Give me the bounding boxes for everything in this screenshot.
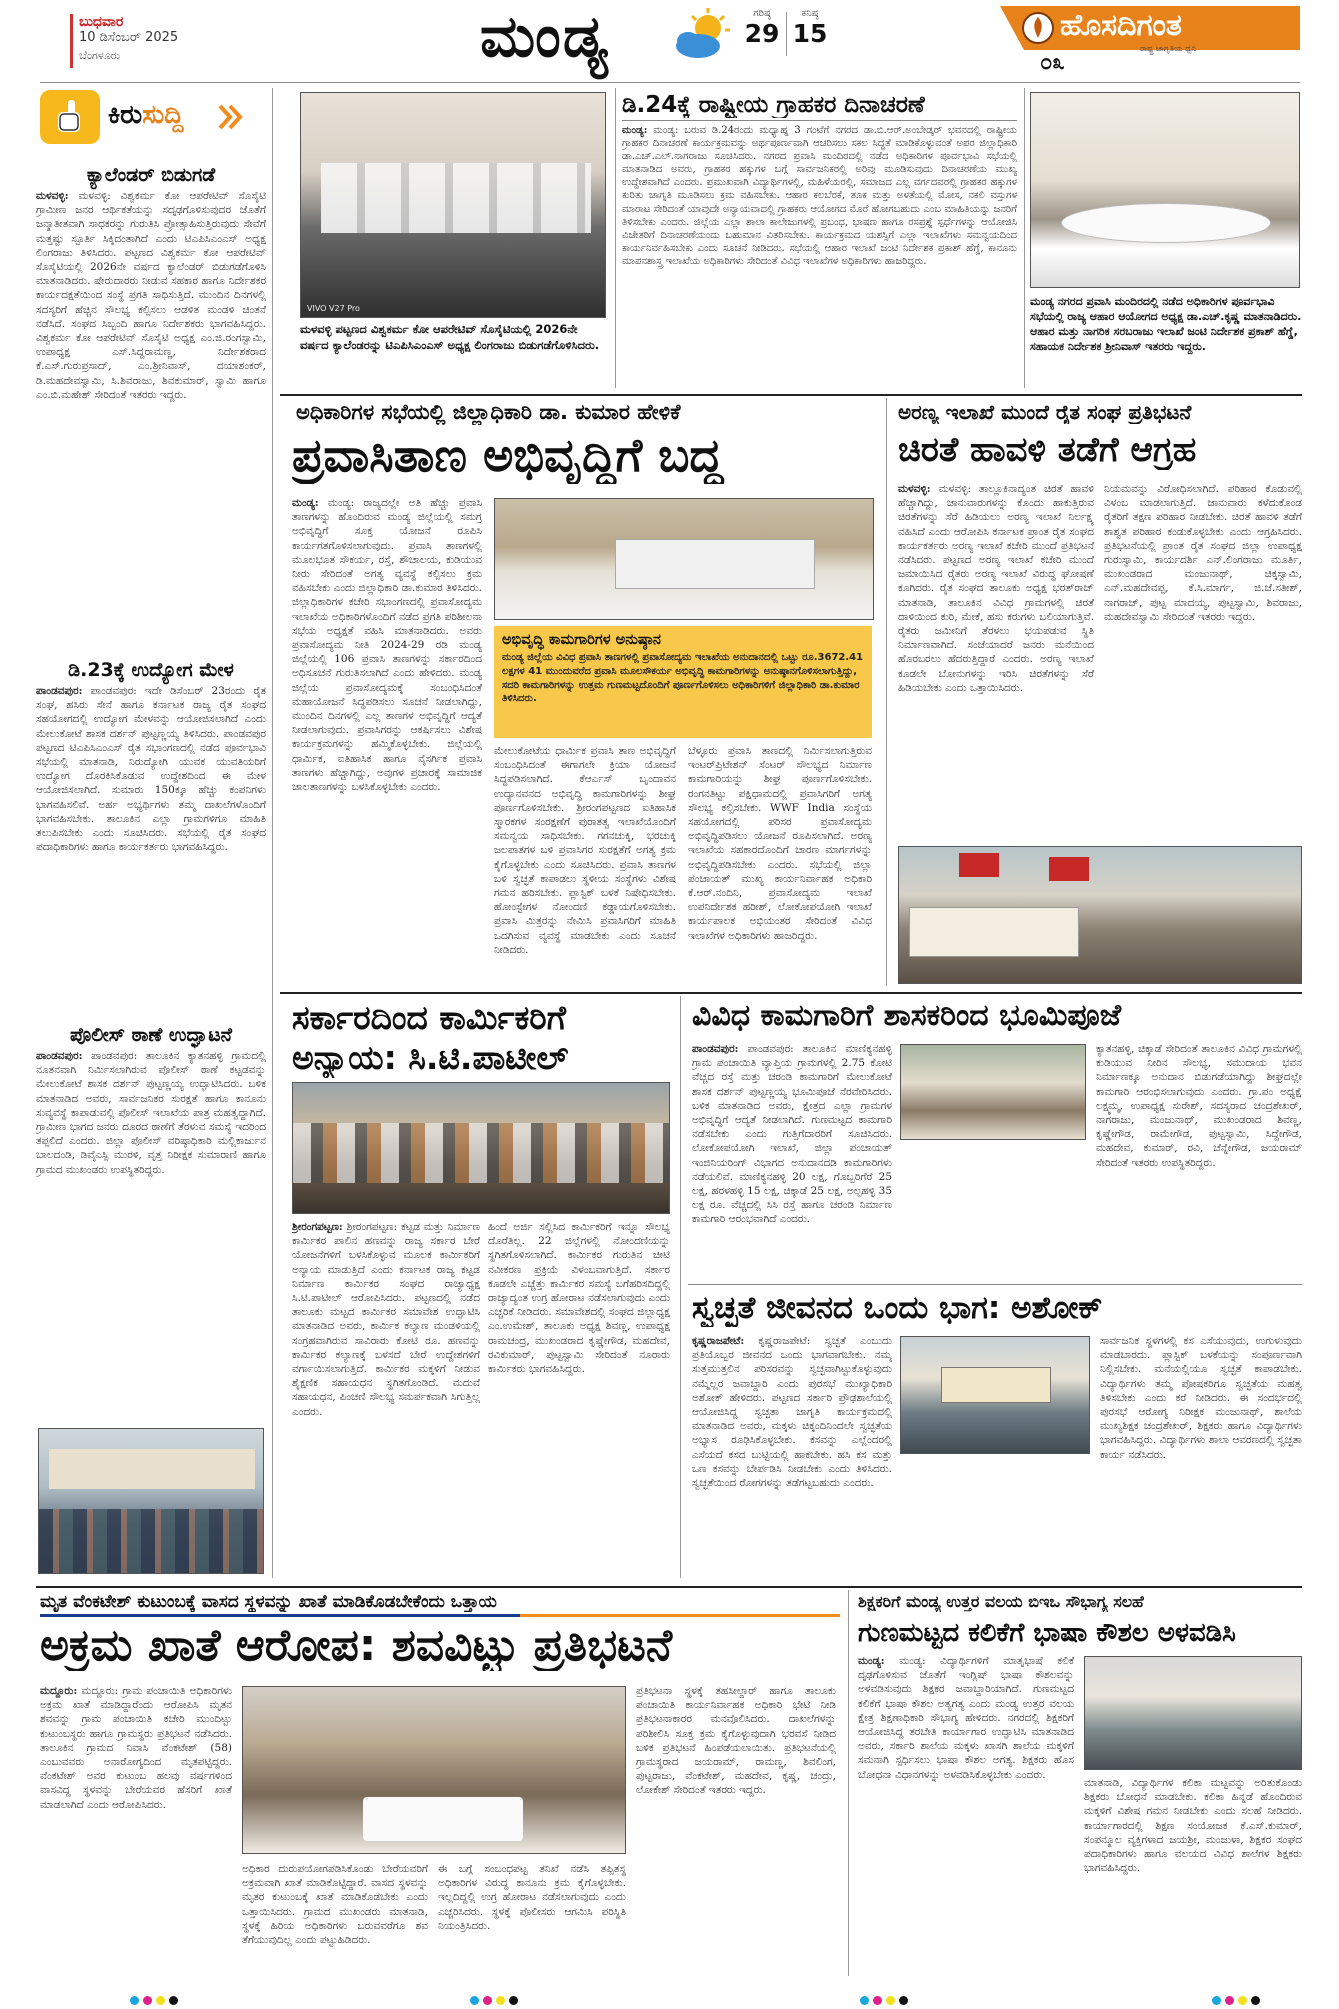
funeral-body-right: ಪ್ರತಿಭಟನಾ ಸ್ಥಳಕ್ಕೆ ತಹಸೀಲ್ದಾರ್ ಹಾಗೂ ತಾಲೂಕು ಪಂಚಾಯಿತಿ ಕಾರ್ಯನಿರ್ವಾಹಕ ಅಧಿಕಾರಿ ಭೇಟಿ ನೀಡಿ ಪ್ರತಿಭಟನಾಕಾರರ ಮನವೊಲಿಸಿದರು. ದಾಖಲೆಗಳನ್ನು ಪರಿಶೀಲಿಸಿ ಸೂಕ್ತ ಕ್ರಮ ಕೈಗೊಳ್ಳುವುದಾಗಿ ಭರವಸೆ ನೀಡಿದ ಬಳಿಕ ಪ್ರತಿಭಟನೆ ಹಿಂಪಡೆಯಲಾಯಿತು. ಪ್ರತಿಭಟನೆಯಲ್ಲಿ ಗ್ರಾಮಸ್ಥರಾದ ಜಯರಾಮ್, ರಾಮಣ್ಣ, ಶಿವಲಿಂಗ, ಪುಟ್ಟರಾಜು, ವೆಂಕಟೇಶ್, ಮಹದೇವ, ಕೃಷ್ಣ, ಚಂದ್ರು, ಲೋಕೇಶ್ ಸೇರಿದಂತೆ ಇತರರು ಇದ್ದರು.	[636, 1685, 836, 1797]
tourism-highlight-box	[494, 626, 872, 738]
officials-photo-caption: ಮಂಡ್ಯ ನಗರದ ಪ್ರವಾಸಿ ಮಂದಿರದಲ್ಲಿ ನಡೆದ ಅಧಿಕಾರಿಗಳ ಪೂರ್ವಭಾವಿ ಸಭೆಯಲ್ಲಿ ರಾಜ್ಯ ಆಹಾರ ಆಯೋಗದ ಅಧ್ಯಕ್ಷ ಡಾ.ಎಚ್.ಕೃಷ್ಣ ಮಾತನಾಡಿದರು. ಆಹಾರ ಮತ್ತು ನಾಗರಿಕ ಸರಬರಾಜು ಇಲಾಖೆ ಜಂಟಿ ನಿರ್ದೇಶಕ ಪ್ರಕಾಶ್ ಹೆಗ್ಡೆ, ಸಹಾಯಕ ನಿರ್ದೇಶಕ ಶ್ರೀನಿವಾಸ್ ಇತರರು ಇದ್ದರು.	[1030, 295, 1302, 353]
page-number: ೦೩	[1040, 50, 1065, 75]
brief-title: ಪೊಲೀಸ್ ಠಾಣೆ ಉದ್ಘಾಟನೆ	[70, 1024, 232, 1046]
bhoomi-headline: ವಿವಿಧ ಕಾಮಗಾರಿಗೆ ಶಾಸಕರಿಂದ ಭೂಮಿಪೂಜೆ	[692, 998, 1122, 1033]
brand-logo-icon	[1022, 12, 1054, 44]
labour-body-right-col: ಹಿಂದೆ ಅರ್ಜಿ ಸಲ್ಲಿಸಿದ ಕಾರ್ಮಿಕರಿಗೆ ಇನ್ನೂ ಸೌಲಭ್ಯ ದೊರೆತಿಲ್ಲ. 22 ಜಿಲ್ಲೆಗಳಲ್ಲಿ ನೋಂದಣಿಯನ್ನು ಸ್ಥಗಿತಗೊಳಿಸಲಾಗಿದೆ. ಕಾರ್ಮಿಕರ ಗುರುತಿನ ಚೀಟಿ ನವೀಕರಣ ಪ್ರಕ್ರಿಯೆ ವಿಳಂಬವಾಗುತ್ತಿದೆ. ಸರ್ಕಾರ ಕೂಡಲೇ ಎಚ್ಚೆತ್ತು ಕಾರ್ಮಿಕರ ಸಮಸ್ಯೆ ಬಗೆಹರಿಸದಿದ್ದಲ್ಲಿ ರಾಜ್ಯಾದ್ಯಂತ ಉಗ್ರ ಹೋರಾಟ ನಡೆಸಲಾಗುವುದು ಎಂದು ಎಚ್ಚರಿಕೆ ನೀಡಿದರು. ಸಮಾವೇಶದಲ್ಲಿ ಸಂಘದ ಜಿಲ್ಲಾಧ್ಯಕ್ಷ ಎಂ.ಉಮೇಶ್, ತಾಲೂಕು ಅಧ್ಯಕ್ಷ ಶಿವಣ್ಣ, ಉಪಾಧ್ಯಕ್ಷ ರಾಮಚಂದ್ರ, ಮುಖಂಡರಾದ ಕೃಷ್ಣೇಗೌಡ, ಮಹದೇವ, ರವಿಕುಮಾರ್, ಪುಟ್ಟಸ್ವಾಮಿ ಸೇರಿದಂತೆ ನೂರಾರು ಕಾರ್ಮಿಕರು ಭಾಗವಹಿಸಿದ್ದರು.	[488, 1221, 670, 1376]
farmer-headline: ಚಿರತೆ ಹಾವಳಿ ತಡೆಗೆ ಆಗ್ರಹ	[898, 430, 1197, 470]
consumer-day-body: ಮಂಡ್ಯ: ಮಂಡ್ಯ: ಬರುವ ಡಿ.24ರಂದು ಮಧ್ಯಾಹ್ನ 3 ಗಂಟೆಗೆ ನಗರದ ಡಾ.ಬಿ.ಆರ್.ಅಂಬೇಡ್ಕರ್ ಭವನದಲ್ಲಿ ರಾಷ್ಟ್ರೀಯ ಗ್ರಾಹಕರ ದಿನಾಚರಣೆ ಕಾರ್ಯಕ್ರಮವನ್ನು ಅರ್ಥಪೂರ್ಣವಾಗಿ ಆಚರಿಸಲು ಸಕಲ ಸಿದ್ಧತೆ ಮಾಡಿಕೊಳ್ಳುವಂತೆ ಅಪರ ಜಿಲ್ಲಾಧಿಕಾರಿ ಡಾ.ಎಚ್.ಎಲ್.ನಾಗರಾಜು ಸೂಚಿಸಿದರು. ನಗರದ ಪ್ರವಾಸಿ ಮಂದಿರದಲ್ಲಿ ನಡೆದ ಅಧಿಕಾರಿಗಳ ಪೂರ್ವಭಾವಿ ಸಭೆಯಲ್ಲಿ ಮಾತನಾಡಿದ ಅವರು, ಗ್ರಾಹಕರ ಹಕ್ಕುಗಳ ಬಗ್ಗೆ ಸಾರ್ವಜನಿಕರಲ್ಲಿ ಅರಿವು ಮೂಡಿಸುವುದು ದಿನಾಚರಣೆಯ ಮುಖ್ಯ ಉದ್ದೇಶವಾಗಿದೆ ಎಂದರು. ಪ್ರಮುಖವಾಗಿ ವಿದ್ಯಾರ್ಥಿಗಳಲ್ಲಿ, ಮಹಿಳೆಯರಲ್ಲಿ, ಸಮಾಜದ ಎಲ್ಲ ವರ್ಗದವರಲ್ಲಿ ಗ್ರಾಹಕರ ಹಕ್ಕುಗಳ ಕುರಿತು ಜಾಗೃತಿ ಮೂಡಿಸಲು ಕ್ರಮ ವಹಿಸಬೇಕು. ಆಹಾರ ಕಲಬೆರಕೆ, ತೂಕ ಮತ್ತು ಅಳತೆಯಲ್ಲಿ ಮೋಸ, ನಕಲಿ ವಸ್ತುಗಳ ಮಾರಾಟ ಸೇರಿದಂತೆ ಯಾವುದೇ ಅನ್ಯಾಯವಾದಲ್ಲಿ ಗ್ರಾಹಕರು ಆಯೋಗದ ಮೊರೆ ಹೋಗಬಹುದು ಎಂಬ ಮಾಹಿತಿಯನ್ನು ಜನರಿಗೆ ತಿಳಿಸಬೇಕು ಎಂದರು. ಜಿಲ್ಲೆಯ ಎಲ್ಲಾ ಶಾಲಾ ಕಾಲೇಜುಗಳಲ್ಲಿ ಪ್ರಬಂಧ, ಭಾಷಣ ಹಾಗೂ ರಸಪ್ರಶ್ನೆ ಸ್ಪರ್ಧೆಗಳನ್ನು ಆಯೋಜಿಸಿ ವಿಜೇತರಿಗೆ ದಿನಾಚರಣೆಯಂದು ಬಹುಮಾನ ವಿತರಿಸಬೇಕು. ಕಾರ್ಯಕ್ರಮದ ಯಶಸ್ಸಿಗೆ ಎಲ್ಲಾ ಇಲಾಖೆಗಳು ಸಮನ್ವಯದಿಂದ ಕಾರ್ಯನಿರ್ವಹಿಸಬೇಕು ಎಂದು ಸೂಚನೆ ನೀಡಿದರು. ಸಭೆಯಲ್ಲಿ ಆಹಾರ ಇಲಾಖೆ ಜಂಟಿ ನಿರ್ದೇಶಕ ಪ್ರಕಾಶ್ ಹೆಗ್ಡೆ, ಕಾನೂನು ಮಾಪನಶಾಸ್ತ್ರ ಇಲಾಖೆಯ ಅಧಿಕಾರಿಗಳು ಸೇರಿದಂತೆ ವಿವಿಧ ಇಲಾಖೆಗಳ ಅಧಿಕಾರಿಗಳು ಹಾಜರಿದ್ದರು.	[622, 125, 1017, 267]
funeral-body-mid2: ಈ ಬಗ್ಗೆ ಸಂಬಂಧಪಟ್ಟ ತನಿಖೆ ನಡೆಸಿ ತಪ್ಪಿತಸ್ಥ ಅಧಿಕಾರಿಗಳ ವಿರುದ್ಧ ಕಾನೂನು ಕ್ರಮ ಕೈಗೊಳ್ಳಬೇಕು. ಇಲ್ಲದಿದ್ದಲ್ಲಿ ಉಗ್ರ ಹೋರಾಟ ನಡೆಸಲಾಗುವುದು ಎಂದು ಎಚ್ಚರಿಸಿದರು. ಸ್ಥಳಕ್ಕೆ ಪೊಲೀಸರು ಆಗಮಿಸಿ ಪರಿಸ್ಥಿತಿ ನಿಯಂತ್ರಿಸಿದರು.	[438, 1863, 626, 1932]
registration-marks-right	[858, 1990, 910, 2009]
kirusuddi-label-a: ಕಿರು	[108, 100, 143, 130]
masthead	[0, 0, 1339, 82]
paper-tagline: ರಾಷ್ಟ್ರ ಜಾಗೃತಿಯ ಧ್ವನಿ	[1140, 44, 1197, 53]
date-block	[70, 14, 240, 68]
tourism-body-left: ಮಂಡ್ಯ: ಮಂಡ್ಯ: ರಾಜ್ಯದಲ್ಲೇ ಅತಿ ಹೆಚ್ಚು ಪ್ರವಾಸಿ ತಾಣಗಳನ್ನು ಹೊಂದಿರುವ ಮಂಡ್ಯ ಜಿಲ್ಲೆಯಲ್ಲಿ ಸಮಗ್ರ ಅಭಿವೃದ್ಧಿಗೆ ಸೂಕ್ತ ಯೋಜನೆ ರೂಪಿಸಿ ಕಾರ್ಯಗತಗೊಳಿಸಲಾಗುವುದು. ಪ್ರವಾಸಿ ತಾಣಗಳಲ್ಲಿ ಮೂಲಭೂತ ಸೌಕರ್ಯ, ರಸ್ತೆ, ಶೌಚಾಲಯ, ಕುಡಿಯುವ ನೀರು ಸೇರಿದಂತೆ ಅಗತ್ಯ ವ್ಯವಸ್ಥೆ ಕಲ್ಪಿಸಲು ಕ್ರಮ ವಹಿಸಬೇಕು ಎಂದು ಜಿಲ್ಲಾಧಿಕಾರಿ ಡಾ.ಕುಮಾರ ತಿಳಿಸಿದರು. ಜಿಲ್ಲಾಧಿಕಾರಿಗಳ ಕಚೇರಿ ಸಭಾಂಗಣದಲ್ಲಿ ಪ್ರವಾಸೋದ್ಯಮ ಇಲಾಖೆಯ ಅಧಿಕಾರಿಗಳೊಂದಿಗೆ ನಡೆದ ಪ್ರಗತಿ ಪರಿಶೀಲನಾ ಸಭೆಯ ಅಧ್ಯಕ್ಷತೆ ವಹಿಸಿ ಮಾತನಾಡಿದರು. ಅವರು ಪ್ರವಾಸೋದ್ಯಮ ನೀತಿ 2024-29 ರಡಿ ಮಂಡ್ಯ ಜಿಲ್ಲೆಯಲ್ಲಿ 106 ಪ್ರವಾಸಿ ತಾಣಗಳನ್ನು ಸರ್ಕಾರದಿಂದ ಅಧಿಸೂಚನೆ ಗುರುತಿಸಲಾಗಿದೆ ಎಂದು ಹೇಳಿದರು. ಮಂಡ್ಯ ಜಿಲ್ಲೆಯ ಪ್ರವಾಸೋದ್ಯಮಕ್ಕೆ ಸಂಬಂಧಿಸಿದಂತೆ ಮಹಾಯೋಜನೆ ಸಿದ್ಧಪಡಿಸಲು ಸೂಚನೆ ನೀಡಲಾಗಿದ್ದು, ಮುಂದಿನ ದಿನಗಳಲ್ಲಿ ಎಲ್ಲ ತಾಣಗಳ ಅಭಿವೃದ್ಧಿಗೆ ಆದ್ಯತೆ ನೀಡಲಾಗುವುದು. ಪ್ರವಾಸಿಗರನ್ನು ಆಕರ್ಷಿಸಲು ವಿಶೇಷ ಕಾರ್ಯಕ್ರಮಗಳನ್ನು ಹಮ್ಮಿಕೊಳ್ಳಬೇಕು. ಜಿಲ್ಲೆಯಲ್ಲಿ ಧಾರ್ಮಿಕ, ಐತಿಹಾಸಿಕ ಹಾಗೂ ನೈಸರ್ಗಿಕ ಪ್ರವಾಸಿ ತಾಣಗಳು ಹೆಚ್ಚಾಗಿದ್ದು, ಅವುಗಳ ಪ್ರಚಾರಕ್ಕೆ ಸಾಮಾಜಿಕ ಜಾಲತಾಣಗಳನ್ನು ಬಳಸಿಕೊಳ್ಳಬೇಕು ಎಂದರು.	[292, 497, 482, 794]
farmer-body-left: ಮಳವಳ್ಳಿ: ಮಳವಳ್ಳಿ: ತಾಲ್ಲೂಕಿನಾದ್ಯಂತ ಚಿರತೆ ಹಾವಳಿ ಹೆಚ್ಚಾಗಿದ್ದು, ಜಾನುವಾರುಗಳನ್ನು ಕೊಂದು ಹಾಕುತ್ತಿರುವ ಚಿರತೆಗಳನ್ನು ಸೆರೆ ಹಿಡಿಯಲು ಅರಣ್ಯ ಇಲಾಖೆ ನಿರ್ಲಕ್ಷ್ಯ ವಹಿಸಿದೆ ಎಂದು ಆರೋಪಿಸಿ ಕರ್ನಾಟಕ ಪ್ರಾಂತ ರೈತ ಸಂಘದ ಕಾರ್ಯಕರ್ತರು ಅರಣ್ಯ ಇಲಾಖೆ ಕಚೇರಿ ಮುಂದೆ ಪ್ರತಿಭಟನೆ ನಡೆಸಿದರು. ಪಟ್ಟಣದ ಅರಣ್ಯ ಇಲಾಖೆ ಕಚೇರಿ ಮುಂದೆ ಜಮಾಯಿಸಿದ ರೈತರು ಅರಣ್ಯ ಇಲಾಖೆ ವಿರುದ್ಧ ಘೋಷಣೆ ಕೂಗಿದರು. ರೈತ ಸಂಘದ ತಾಲೂಕು ಅಧ್ಯಕ್ಷ ಭರತ್‌ರಾಜ್ ಮಾತನಾಡಿ, ತಾಲೂಕಿನ ವಿವಿಧ ಗ್ರಾಮಗಳಲ್ಲಿ ಚಿರತೆ ದಾಳಿಯಿಂದ ಕುರಿ, ಮೇಕೆ, ಹಸು ಕರುಗಳು ಬಲಿಯಾಗುತ್ತಿವೆ. ರೈತರು ಜಮೀನಿಗೆ ತೆರಳಲು ಭಯಪಡುವ ಸ್ಥಿತಿ ನಿರ್ಮಾಣವಾಗಿದೆ. ಸಂಜೆಯಾದರೆ ಜನರು ಮನೆಯಿಂದ ಹೊರಬರಲು ಹೆದರುತ್ತಿದ್ದಾರೆ ಎಂದರು. ಅರಣ್ಯ ಇಲಾಖೆ ಕೂಡಲೇ ಬೋನುಗಳನ್ನು ಇರಿಸಿ ಚಿರತೆಗಳನ್ನು ಸೆರೆ ಹಿಡಿಯಬೇಕು ಎಂದು ಒತ್ತಾಯಿಸಿದರು.	[898, 483, 1094, 694]
calendar-photo-caption: ಮಳವಳ್ಳಿ ಪಟ್ಟಣದ ವಿಶ್ವಕರ್ಮ ಕೋ ಆಪರೇಟಿವ್ ಸೊಸೈಟಿಯಲ್ಲಿ 2026ನೇ ವರ್ಷದ ಕ್ಯಾಲೆಂಡರನ್ನು ಟಿಎಪಿಸಿಎಂಎಸ್ ಅಧ್ಯಕ್ಷ ಲಿಂಗರಾಜು ಬಿಡುಗಡೆಗೊಳಿಸಿದರು.	[300, 322, 600, 352]
teachers-body-left: ಮಂಡ್ಯ: ಮಂಡ್ಯ: ವಿದ್ಯಾರ್ಥಿಗಳಿಗೆ ಮಾತೃಭಾಷೆ ಕಲಿಕೆ ದೃಢಗೊಳಿಸುವ ಜೊತೆಗೆ ಇಂಗ್ಲಿಷ್ ಭಾಷಾ ಕೌಶಲವನ್ನು ಅಳವಡಿಸುವುದು ಶಿಕ್ಷಕರ ಜವಾಬ್ದಾರಿಯಾಗಿದೆ. ಗುಣಮಟ್ಟದ ಕಲಿಕೆಗೆ ಭಾಷಾ ಕೌಶಲ ಅತ್ಯಗತ್ಯ ಎಂದು ಮಂಡ್ಯ ಉತ್ತರ ವಲಯ ಕ್ಷೇತ್ರ ಶಿಕ್ಷಣಾಧಿಕಾರಿ ಸೌಭಾಗ್ಯ ಹೇಳಿದರು. ನಗರದಲ್ಲಿ ಶಿಕ್ಷಕರಿಗೆ ಆಯೋಜಿಸಿದ್ದ ತರಬೇತಿ ಕಾರ್ಯಾಗಾರ ಉದ್ಘಾಟಿಸಿ ಮಾತನಾಡಿದ ಅವರು, ಸರ್ಕಾರಿ ಶಾಲೆಯ ಮಕ್ಕಳು ಖಾಸಗಿ ಶಾಲೆಯ ಮಕ್ಕಳಿಗೆ ಸಮನಾಗಿ ಸ್ಪರ್ಧಿಸಲು ಭಾಷಾ ಕೌಶಲ ಅಗತ್ಯ. ಶಿಕ್ಷಕರು ಹೊಸ ಬೋಧನಾ ವಿಧಾನಗಳನ್ನು ಅಳವಡಿಸಿಕೊಳ್ಳಬೇಕು ಎಂದರು.	[858, 1655, 1074, 1781]
labour-headline-2: ಅನ್ಯಾಯ: ಸಿ.ಟಿ.ಪಾಟೀಲ್	[292, 1038, 569, 1077]
registration-marks-far-right	[1210, 1990, 1262, 2009]
kicker-underline	[40, 1614, 840, 1617]
funeral-kicker: ಮೃತ ವೆಂಕಟೇಶ್ ಕುಟುಂಬಕ್ಕೆ ವಾಸದ ಸ್ಥಳವನ್ನು ಖಾತೆ ಮಾಡಿಕೊಡಬೇಕೆಂದು ಒತ್ತಾಯ	[40, 1592, 497, 1612]
bhoomi-body-right: ಕ್ಯಾತನಹಳ್ಳಿ, ಚಿಕ್ಕಾಡೆ ಸೇರಿದಂತೆ ತಾಲೂಕಿನ ವಿವಿಧ ಗ್ರಾಮಗಳಲ್ಲಿ ಕುಡಿಯುವ ನೀರಿನ ಸೌಲಭ್ಯ, ಸಮುದಾಯ ಭವನ ನಿರ್ಮಾಣಕ್ಕೂ ಅನುದಾನ ಬಿಡುಗಡೆಯಾಗಿದ್ದು ಶೀಘ್ರದಲ್ಲೇ ಕಾಮಗಾರಿ ಆರಂಭಿಸಲಾಗುವುದು ಎಂದರು. ಗ್ರಾ.ಪಂ ಅಧ್ಯಕ್ಷೆ ಲಕ್ಷ್ಮಮ್ಮ, ಉಪಾಧ್ಯಕ್ಷ ಸುರೇಶ್, ಸದಸ್ಯರಾದ ಚಂದ್ರಶೇಖರ್, ನಾಗರಾಜು, ಮಂಜುನಾಥ್, ಮುಖಂಡರಾದ ಶಿವಣ್ಣ, ಕೃಷ್ಣೇಗೌಡ, ರಾಮೇಗೌಡ, ಪುಟ್ಟಸ್ವಾಮಿ, ಸಿದ್ದೇಗೌಡ, ಮಹದೇವ, ಕುಮಾರ್, ರವಿ, ಚೆನ್ನೇಗೌಡ, ಜಯರಾಮ್ ಸೇರಿದಂತೆ ಇತರರು ಉಪಸ್ಥಿತರಿದ್ದರು.	[1096, 1043, 1302, 1169]
bhoomi-pooja-photo	[900, 1044, 1086, 1140]
consumer-day-headline: ಡಿ.24ಕ್ಕೆ ರಾಷ್ಟ್ರೀಯ ಗ್ರಾಹಕರ ದಿನಾಚರಣೆ	[622, 92, 925, 118]
highlight-box-body: ಮಂಡ್ಯ ಜಿಲ್ಲೆಯ ವಿವಿಧ ಪ್ರವಾಸಿ ತಾಣಗಳಲ್ಲಿ ಪ್ರವಾಸೋದ್ಯಮ ಇಲಾಖೆಯ ಅನುದಾನದಲ್ಲಿ ಒಟ್ಟು ರೂ.3672.41 ಲಕ್ಷಗಳ 41 ಮುಂದುವರೆದ ಪ್ರವಾಸಿ ಮೂಲಸೌಕರ್ಯ ಅಭಿವೃದ್ಧಿ ಕಾಮಗಾರಿಗಳನ್ನು ಅನುಷ್ಠಾನಗೊಳಿಸಲಾಗುತ್ತಿದ್ದು, ಸದರಿ ಕಾಮಗಾರಿಗಳನ್ನು ಉತ್ತಮ ಗುಣಮಟ್ಟದೊಂದಿಗೆ ಪೂರ್ಣಗೊಳಿಸಲು ಅಧಿಕಾರಿಗಳಿಗೆ ಜಿಲ್ಲಾಧಿಕಾರಿ ಡಾ.ಕುಮಾರ ತಿಳಿಸಿದರು.	[502, 652, 864, 705]
funeral-headline: ಅಕ್ರಮ ಖಾತೆ ಆರೋಪ: ಶವವಿಟ್ಟು ಪ್ರತಿಭಟನೆ	[40, 1620, 673, 1671]
weather-min: ಕನಿಷ್ಠ 15	[792, 8, 828, 48]
brief-body: ಮಳವಳ್ಳಿ: ಮಳವಳ್ಳಿ: ವಿಶ್ವಕರ್ಮ ಕೋ ಆಪರೇಟಿವ್ ಸೊಸೈಟಿ ಗ್ರಾಮೀಣ ಜನರ ಆರ್ಥಿಕತೆಯನ್ನು ಸದೃಢಗೊಳಿಸುವುದರ ಜೊತೆಗೆ ಜನ್ಮಾತೀತವಾಗಿ ಸಾಧಕರನ್ನು ಗುರುತಿಸಿ ಪ್ರೋತ್ಸಾಹಿಸುತ್ತಿರುವುದು ಸೇವೆಗೆ ಮತ್ತಷ್ಟು ಸ್ಪೂರ್ತಿ ಸಿಕ್ಕಿದಂತಾಗಿದೆ ಎಂದು ಟಿಎಪಿಸಿಎಂಎಸ್ ಅಧ್ಯಕ್ಷ ಲಿಂಗರಾಜು ತಿಳಿಸಿದರು. ಪಟ್ಟಣದ ವಿಶ್ವಕರ್ಮ ಕೋ ಆಪರೇಟಿವ್ ಸೊಸೈಟಿಯಲ್ಲಿ 2026ನೇ ವರ್ಷದ ಕ್ಯಾಲೆಂಡರ್ ಬಿಡುಗಡೆಗೊಳಿಸಿ ಮಾತನಾಡಿದರು. ಷೇರುದಾರರು ನೀಡುವ ಸಹಕಾರ ಹಾಗೂ ನಿರ್ದೇಶಕರ ಕಾರ್ಯದಕ್ಷತೆಯಿಂದ ಸಂಸ್ಥೆ ಪ್ರಗತಿ ಸಾಧಿಸುತ್ತಿದೆ. ಮುಂದಿನ ದಿನಗಳಲ್ಲಿ ಸದಸ್ಯರಿಗೆ ಹೆಚ್ಚಿನ ಸೌಲಭ್ಯ ಕಲ್ಪಿಸಲು ಆಡಳಿತ ಮಂಡಳಿ ಚಿಂತನೆ ನಡೆಸಿದೆ. ಸಂಘದ ಸಿಬ್ಬಂದಿ ಹಾಗೂ ನಿರ್ದೇಶಕರು ಭಾಗವಹಿಸಿದ್ದರು. ವಿಶ್ವಕರ್ಮ ಕೋ ಆಪರೇಟಿವ್ ಸೊಸೈಟಿ ಅಧ್ಯಕ್ಷ ಎಂ.ಜಿ.ರಂಗಸ್ವಾಮಿ, ಉಪಾಧ್ಯಕ್ಷ ಎಸ್.ಸಿದ್ದರಾಮಣ್ಣ, ನಿರ್ದೇಶಕರಾದ ಕೆ.ಎಸ್.ಗುರುಪ್ರಸಾದ್, ಎಂ.ಶ್ರೀನಿವಾಸ್, ದಯಾಶಂಕರ್, ಡಿ.ಮಹದೇವಸ್ವಾಮಿ, ಸಿ.ಶಿವರಾಜು, ಶಿವಕುಮಾರ್, ಸ್ವಾಮಿ ಹಾಗೂ ಎಂ.ಬಿ.ಮಹೇಶ್ ಸೇರಿದಂತೆ ಇತರರು ಇದ್ದರು.	[36, 190, 266, 401]
highlight-box-title: ಅಭಿವೃದ್ಧಿ ಕಾಮಗಾರಿಗಳ ಅನುಷ್ಠಾನ	[502, 632, 661, 648]
funeral-protest-photo	[242, 1686, 626, 1854]
chevrons-icon	[218, 104, 248, 134]
swachh-awareness-photo	[900, 1336, 1090, 1454]
brief-body: ಪಾಂಡವಪುರ: ಪಾಂಡವಪುರ: ತಾಲೂಕಿನ ಕ್ಯಾತನಹಳ್ಳಿ ಗ್ರಾಮದಲ್ಲಿ ನೂತನವಾಗಿ ನಿರ್ಮಿಸಲಾಗಿರುವ ಪೊಲೀಸ್ ಠಾಣೆ ಕಟ್ಟಡವನ್ನು ಮೇಲುಕೋಟೆ ಶಾಸಕ ದರ್ಶನ್ ಪುಟ್ಟಣ್ಣಯ್ಯ ಉದ್ಘಾಟಿಸಿದರು. ಬಳಿಕ ಮಾತನಾಡಿದ ಅವರು, ಸಾರ್ವಜನಿಕರ ಸುರಕ್ಷತೆ ಹಾಗೂ ಕಾನೂನು ಸುವ್ಯವಸ್ಥೆ ಕಾಪಾಡುವಲ್ಲಿ ಪೊಲೀಸ್ ಇಲಾಖೆಯ ಪಾತ್ರ ಮಹತ್ವದ್ದಾಗಿದೆ. ಗ್ರಾಮೀಣ ಭಾಗದ ಜನರು ದೂರದ ಠಾಣೆಗೆ ತೆರಳುವ ಸಮಸ್ಯೆ ಇದರಿಂದ ತಪ್ಪಲಿದೆ ಎಂದರು. ಜಿಲ್ಲಾ ಪೊಲೀಸ್ ವರಿಷ್ಠಾಧಿಕಾರಿ ಮಲ್ಲಿಕಾರ್ಜುನ ಬಾಲದಂಡಿ, ಡಿವೈಎಸ್ಪಿ ಮುರಳಿ, ವೃತ್ತ ನಿರೀಕ್ಷಕ ಸುಮಾರಾಣಿ ಹಾಗೂ ಗ್ರಾಮದ ಮುಖಂಡರು ಉಪಸ್ಥಿತರಿದ್ದರು.	[36, 1050, 266, 1176]
kirusuddi-label-b: ಸುದ್ದಿ	[142, 100, 184, 130]
teachers-body-right: ಮಾತನಾಡಿ, ವಿದ್ಯಾರ್ಥಿಗಳ ಕಲಿಕಾ ಮಟ್ಟವನ್ನು ಅರಿತುಕೊಂಡು ಶಿಕ್ಷಕರು ಬೋಧನೆ ಮಾಡಬೇಕು. ಕಲಿಕಾ ಹಿನ್ನಡೆ ಹೊಂದಿರುವ ಮಕ್ಕಳಿಗೆ ವಿಶೇಷ ಗಮನ ನೀಡಬೇಕು ಎಂದು ಸಲಹೆ ನೀಡಿದರು. ಕಾರ್ಯಾಗಾರದಲ್ಲಿ ಶಿಕ್ಷಣ ಸಂಯೋಜಕ ಕೆ.ಎಸ್.ಕುಮಾರ್, ಸಂಪನ್ಮೂಲ ವ್ಯಕ್ತಿಗಳಾದ ಜಯಶ್ರೀ, ಮಂಜುಳಾ, ಶಿಕ್ಷಕರ ಸಂಘದ ಪದಾಧಿಕಾರಿಗಳು ಹಾಗೂ ವಲಯದ ವಿವಿಧ ಶಾಲೆಗಳ ಶಿಕ್ಷಕರು ಭಾಗವಹಿಸಿದ್ದರು.	[1084, 1777, 1302, 1875]
registration-marks-left	[128, 1990, 180, 2009]
kirusuddi-banner	[40, 90, 250, 144]
swachh-body-right: ಸಾರ್ವಜನಿಕ ಸ್ಥಳಗಳಲ್ಲಿ ಕಸ ಎಸೆಯುವುದು, ಉಗುಳುವುದು ಮಾಡಬಾರದು. ಪ್ಲಾಸ್ಟಿಕ್ ಬಳಕೆಯನ್ನು ಸಂಪೂರ್ಣವಾಗಿ ನಿಲ್ಲಿಸಬೇಕು. ಮನೆಯಲ್ಲಿಯೂ ಸ್ವಚ್ಛತೆ ಕಾಪಾಡಬೇಕು. ವಿದ್ಯಾರ್ಥಿಗಳು ತಮ್ಮ ಪೋಷಕರಿಗೂ ಸ್ವಚ್ಛತೆಯ ಮಹತ್ವ ತಿಳಿಸಬೇಕು ಎಂದು ಕರೆ ನೀಡಿದರು. ಈ ಸಂದರ್ಭದಲ್ಲಿ ಪುರಸಭೆ ಆರೋಗ್ಯ ನಿರೀಕ್ಷಕ ಮಂಜುನಾಥ್, ಶಾಲೆಯ ಮುಖ್ಯಶಿಕ್ಷಕ ಚಂದ್ರಶೇಖರ್, ಶಿಕ್ಷಕರು ಹಾಗೂ ವಿದ್ಯಾರ್ಥಿಗಳು ಭಾಗವಹಿಸಿದ್ದರು. ವಿದ್ಯಾರ್ಥಿಗಳು ಶಾಲಾ ಆವರಣದಲ್ಲಿ ಸ್ವಚ್ಛತಾ ಕಾರ್ಯ ನಡೆಸಿದರು.	[1100, 1335, 1302, 1461]
labour-rally-photo	[292, 1082, 670, 1214]
brief-item	[36, 1018, 266, 1418]
brief-body: ಪಾಂಡವಪುರ: ಪಾಂಡವಪುರ: ಇದೇ ಡಿಸೆಂಬರ್ 23ರಂದು ರೈತ ಸಂಘ, ಹಸಿರು ಸೇನೆ ಹಾಗೂ ಕರ್ನಾಟಕ ರಾಜ್ಯ ರೈತ ಸಂಘದ ಸಹಯೋಗದಲ್ಲಿ ಉದ್ಯೋಗ ಮೇಳವನ್ನು ಆಯೋಜಿಸಲಾಗಿದೆ ಎಂದು ಮೇಲುಕೋಟೆ ಶಾಸಕ ದರ್ಶನ್ ಪುಟ್ಟಣ್ಣಯ್ಯ ತಿಳಿಸಿದರು. ಪಾಂಡವಪುರ ಪಟ್ಟಣದ ಟಿಎಪಿಸಿಎಂಎಸ್ ರೈತ ಸಭಾಂಗಣದಲ್ಲಿ ನಡೆದ ಪೂರ್ವಭಾವಿ ಸಭೆಯಲ್ಲಿ ಮಾತನಾಡಿ, ನಿರುದ್ಯೋಗಿ ಯುವಕ ಯುವತಿಯರಿಗೆ ಉದ್ಯೋಗ ದೊರಕಿಸಿಕೊಡುವ ಉದ್ದೇಶದಿಂದ ಈ ಮೇಳ ಆಯೋಜಿಸಲಾಗಿದೆ. ಸುಮಾರು 150ಕ್ಕೂ ಹೆಚ್ಚು ಕಂಪನಿಗಳು ಭಾಗವಹಿಸಲಿವೆ. ಅರ್ಹ ಅಭ್ಯರ್ಥಿಗಳು ತಮ್ಮ ದಾಖಲೆಗಳೊಂದಿಗೆ ಭಾಗವಹಿಸಬೇಕು. ತಾಲೂಕಿನ ಎಲ್ಲಾ ಗ್ರಾಮಗಳಿಗೂ ಮಾಹಿತಿ ತಲುಪಿಸಬೇಕು ಎಂದು ಸೂಚಿಸಿದರು. ಸಭೆಯಲ್ಲಿ ರೈತ ಸಂಘದ ಪದಾಧಿಕಾರಿಗಳು ಹಾಗೂ ಕಾರ್ಯಕರ್ತರು ಭಾಗವಹಿಸಿದ್ದರು.	[36, 685, 266, 854]
edition-title: ಮಂಡ್ಯ	[480, 2, 610, 70]
weekday: ಬುಧವಾರ	[79, 14, 124, 30]
weather-max: ಗರಿಷ್ಠ 29	[744, 8, 780, 48]
registration-marks-center	[468, 1990, 520, 2009]
police-station-photo	[38, 1428, 264, 1574]
calendar-release-photo	[300, 92, 606, 318]
farmer-protest-photo	[898, 846, 1302, 984]
brief-title: ಡಿ.23ಕ್ಕೆ ಉದ್ಯೋಗ ಮೇಳ	[68, 659, 234, 681]
brief-item	[36, 653, 266, 1013]
farmer-kicker: ಅರಣ್ಯ ಇಲಾಖೆ ಮುಂದೆ ರೈತ ಸಂಘ ಪ್ರತಿಭಟನೆ	[898, 400, 1192, 424]
teachers-kicker: ಶಿಕ್ಷಕರಿಗೆ ಮಂಡ್ಯ ಉತ್ತರ ವಲಯ ಬಿಇಒ ಸೌಭಾಗ್ಯ ಸಲಹೆ	[858, 1592, 1144, 1611]
labour-headline-1: ಸರ್ಕಾರದಿಂದ ಕಾರ್ಮಿಕರಿಗೆ	[292, 998, 566, 1037]
funeral-body-left: ಮದ್ದೂರು: ಮದ್ದೂರು: ಗ್ರಾಮ ಪಂಚಾಯಿತಿ ಅಧಿಕಾರಿಗಳು ಅಕ್ರಮ ಖಾತೆ ಮಾಡಿದ್ದಾರೆಂದು ಆರೋಪಿಸಿ ಮೃತನ ಶವವನ್ನು ಗ್ರಾಮ ಪಂಚಾಯಿತಿ ಕಚೇರಿ ಮುಂದಿಟ್ಟು ಕುಟುಂಬಸ್ಥರು ಹಾಗೂ ಗ್ರಾಮಸ್ಥರು ಪ್ರತಿಭಟನೆ ನಡೆಸಿದರು. ತಾಲೂಕಿನ ಗ್ರಾಮದ ನಿವಾಸಿ ವೆಂಕಟೇಶ್ (58) ಎಂಬುವವರು ಅನಾರೋಗ್ಯದಿಂದ ಮೃತಪಟ್ಟಿದ್ದರು. ವೆಂಕಟೇಶ್ ಅವರ ಕುಟುಂಬ ಹಲವು ವರ್ಷಗಳಿಂದ ವಾಸವಿದ್ದ ಸ್ಥಳವನ್ನು ಬೇರೆಯವರ ಹೆಸರಿಗೆ ಖಾತೆ ಮಾಡಲಾಗಿದೆ ಎಂದು ಆರೋಪಿಸಿದರು.	[40, 1685, 232, 1811]
teachers-workshop-photo	[1084, 1656, 1302, 1770]
photo-watermark: VIVO V27 Pro	[307, 304, 360, 313]
tourism-kicker: ಅಧಿಕಾರಿಗಳ ಸಭೆಯಲ್ಲಿ ಜಿಲ್ಲಾಧಿಕಾರಿ ಡಾ. ಕುಮಾರ ಹೇಳಿಕೆ	[296, 400, 681, 424]
bhoomi-body-left: ಪಾಂಡವಪುರ: ಪಾಂಡವಪುರ: ತಾಲೂಕಿನ ಮಾಣಿಕ್ಯನಹಳ್ಳಿ ಗ್ರಾಮ ಪಂಚಾಯಿತಿ ವ್ಯಾಪ್ತಿಯ ಗ್ರಾಮಗಳಲ್ಲಿ 2.75 ಕೋಟಿ ವೆಚ್ಚದ ರಸ್ತೆ ಮತ್ತು ಚರಂಡಿ ಕಾಮಗಾರಿಗೆ ಮೇಲುಕೋಟೆ ಶಾಸಕ ದರ್ಶನ್ ಪುಟ್ಟಣ್ಣಯ್ಯ ಭೂಮಿಪೂಜೆ ನೆರವೇರಿಸಿದರು. ಬಳಿಕ ಮಾತನಾಡಿದ ಅವರು, ಕ್ಷೇತ್ರದ ಎಲ್ಲಾ ಗ್ರಾಮಗಳ ಅಭಿವೃದ್ಧಿಗೆ ಆದ್ಯತೆ ನೀಡಲಾಗಿದೆ. ಗುಣಮಟ್ಟದ ಕಾಮಗಾರಿ ನಡೆಸಬೇಕು ಎಂದು ಗುತ್ತಿಗೆದಾರರಿಗೆ ಸೂಚಿಸಿದರು. ಲೋಕೋಪಯೋಗಿ ಇಲಾಖೆ, ಜಿಲ್ಲಾ ಪಂಚಾಯತ್ ಇಂಜಿನಿಯರಿಂಗ್ ವಿಭಾಗದ ಅನುದಾನದಡಿ ಕಾಮಗಾರಿಗಳು ನಡೆಯಲಿವೆ. ಮಾಣಿಕ್ಯನಹಳ್ಳಿ 20 ಲಕ್ಷ, ಗೊಬ್ಬರಿಗೆರೆ 25 ಲಕ್ಷ, ಹರಳಹಳ್ಳಿ 15 ಲಕ್ಷ, ಚಿಕ್ಕಾಡೆ 25 ಲಕ್ಷ, ಅಲ್ಪಹಳ್ಳಿ 35 ಲಕ್ಷ ರೂ. ವೆಚ್ಚದಲ್ಲಿ ಸಿಸಿ ರಸ್ತೆ ಹಾಗೂ ಚರಂಡಿ ನಿರ್ಮಾಣ ಕಾಮಗಾರಿ ಆರಂಭವಾಗಿದೆ ಎಂದರು.	[692, 1043, 892, 1226]
teachers-headline: ಗುಣಮಟ್ಟದ ಕಲಿಕೆಗೆ ಭಾಷಾ ಕೌಶಲ ಅಳವಡಿಸಿ	[858, 1618, 1236, 1648]
swachh-headline: ಸ್ವಚ್ಛತೆ ಜೀವನದ ಒಂದು ಭಾಗ: ಅಶೋಕ್	[692, 1290, 1103, 1326]
paper-name: ಹೊಸದಿಗಂತ	[1060, 8, 1182, 43]
kirusuddi-column	[36, 88, 266, 1578]
labour-body-left: ಶ್ರೀರಂಗಪಟ್ಟಣ: ಶ್ರೀರಂಗಪಟ್ಟಣ: ಕಟ್ಟಡ ಮತ್ತು ನಿರ್ಮಾಣ ಕಾರ್ಮಿಕರ ಪಾಲಿನ ಹಣವನ್ನು ರಾಜ್ಯ ಸರ್ಕಾರ ಬೇರೆ ಯೋಜನೆಗಳಿಗೆ ಬಳಸಿಕೊಳ್ಳುವ ಮೂಲಕ ಕಾರ್ಮಿಕರಿಗೆ ಅನ್ಯಾಯ ಮಾಡುತ್ತಿದೆ ಎಂದು ಕರ್ನಾಟಕ ರಾಜ್ಯ ಕಟ್ಟಡ ನಿರ್ಮಾಣ ಕಾರ್ಮಿಕರ ಸಂಘದ ರಾಜ್ಯಾಧ್ಯಕ್ಷ ಸಿ.ಟಿ.ಪಾಟೀಲ್ ಆರೋಪಿಸಿದರು. ಪಟ್ಟಣದಲ್ಲಿ ನಡೆದ ತಾಲೂಕು ಮಟ್ಟದ ಕಾರ್ಮಿಕರ ಸಮಾವೇಶ ಉದ್ಘಾಟಿಸಿ ಮಾತನಾಡಿದ ಅವರು, ಕಾರ್ಮಿಕ ಕಲ್ಯಾಣ ಮಂಡಳಿಯಲ್ಲಿ ಸಂಗ್ರಹವಾಗಿರುವ ಸಾವಿರಾರು ಕೋಟಿ ರೂ. ಹಣವನ್ನು ಕಾರ್ಮಿಕರ ಕಲ್ಯಾಣಕ್ಕೆ ಬಳಸದೆ ಬೇರೆ ಉದ್ದೇಶಗಳಿಗೆ ವರ್ಗಾಯಿಸಲಾಗುತ್ತಿದೆ. ಕಾರ್ಮಿಕರ ಮಕ್ಕಳಿಗೆ ನೀಡುವ ಶೈಕ್ಷಣಿಕ ಸಹಾಯಧನ ಸ್ಥಗಿತಗೊಂಡಿದೆ. ಮದುವೆ ಸಹಾಯಧನ, ಪಿಂಚಣಿ ಸೌಲಭ್ಯ ಸಮರ್ಪಕವಾಗಿ ಸಿಗುತ್ತಿಲ್ಲ ಎಂದರು.	[292, 1221, 480, 1418]
brief-item	[36, 158, 266, 648]
tourism-body-right: ಬೆಳ್ಳೂರು ಪ್ರವಾಸಿ ತಾಣದಲ್ಲಿ ನಿರ್ಮಿಸಲಾಗುತ್ತಿರುವ ಇಂಟರ್‌ಪ್ರಿಟೇಶನ್ ಸೆಂಟರ್ ಸೌಲಭ್ಯದ ನಿರ್ಮಾಣ ಕಾಮಗಾರಿಯನ್ನು ಶೀಘ್ರ ಪೂರ್ಣಗೊಳಿಸಬೇಕು. ರಂಗನತಿಟ್ಟು ಪಕ್ಷಿಧಾಮದಲ್ಲಿ ಪ್ರವಾಸಿಗರಿಗೆ ಅಗತ್ಯ ಸೌಲಭ್ಯ ಕಲ್ಪಿಸಬೇಕು. WWF India ಸಂಸ್ಥೆಯ ಸಹಯೋಗದಲ್ಲಿ ಪರಿಸರ ಪ್ರವಾಸೋದ್ಯಮ ಅಭಿವೃದ್ಧಿಪಡಿಸಲು ಯೋಜನೆ ರೂಪಿಸಲಾಗಿದೆ. ಅರಣ್ಯ ಇಲಾಖೆಯ ಸಹಕಾರದೊಂದಿಗೆ ಚಾರಣ ಮಾರ್ಗಗಳನ್ನು ಅಭಿವೃದ್ಧಿಪಡಿಸಬೇಕು ಎಂದರು. ಸಭೆಯಲ್ಲಿ ಜಿಲ್ಲಾ ಪಂಚಾಯತ್ ಮುಖ್ಯ ಕಾರ್ಯನಿರ್ವಾಹಕ ಅಧಿಕಾರಿ ಕೆ.ಆರ್.ನಂದಿನಿ, ಪ್ರವಾಸೋದ್ಯಮ ಇಲಾಖೆ ಉಪನಿರ್ದೇಶಕ ಹರೀಶ್, ಲೋಕೋಪಯೋಗಿ ಇಲಾಖೆ ಕಾರ್ಯಪಾಲಕ ಅಭಿಯಂತರ ಸೇರಿದಂತೆ ವಿವಿಧ ಇಲಾಖೆಗಳ ಅಧಿಕಾರಿಗಳು ಹಾಜರಿದ್ದರು.	[688, 745, 872, 942]
city: ಬೆಂಗಳೂರು	[79, 49, 121, 62]
tourism-headline: ಪ್ರವಾಸಿತಾಣ ಅಭಿವೃದ್ಧಿಗೆ ಬದ್ಧ	[292, 428, 723, 482]
tourism-meeting-photo	[494, 498, 874, 620]
tourism-body-mid: ಮೇಲುಕೋಟೆಯ ಧಾರ್ಮಿಕ ಪ್ರವಾಸಿ ತಾಣ ಅಭಿವೃದ್ಧಿಗೆ ಸಂಬಂಧಿಸಿದಂತೆ ಈಗಾಗಲೇ ಕ್ರಿಯಾ ಯೋಜನೆ ಸಿದ್ಧಪಡಿಸಲಾಗಿದೆ. ಕೆಆರ್ಎಸ್ ಬೃಂದಾವನ ಉದ್ಯಾನವನದ ಅಭಿವೃದ್ಧಿ ಕಾಮಗಾರಿಗಳನ್ನು ಶೀಘ್ರ ಪೂರ್ಣಗೊಳಿಸಬೇಕು. ಶ್ರೀರಂಗಪಟ್ಟಣದ ಐತಿಹಾಸಿಕ ಸ್ಮಾರಕಗಳ ಸಂರಕ್ಷಣೆಗೆ ಪುರಾತತ್ವ ಇಲಾಖೆಯೊಂದಿಗೆ ಸಮನ್ವಯ ಸಾಧಿಸಬೇಕು. ಗಗನಚುಕ್ಕಿ, ಭರಚುಕ್ಕಿ ಜಲಪಾತಗಳ ಬಳಿ ಪ್ರವಾಸಿಗರ ಸುರಕ್ಷತೆಗೆ ಅಗತ್ಯ ಕ್ರಮ ಕೈಗೊಳ್ಳಬೇಕು ಎಂದು ಸೂಚಿಸಿದರು. ಪ್ರವಾಸಿ ತಾಣಗಳ ಬಳಿ ಸ್ವಚ್ಛತೆ ಕಾಪಾಡಲು ಸ್ಥಳೀಯ ಸಂಸ್ಥೆಗಳು ವಿಶೇಷ ಗಮನ ಹರಿಸಬೇಕು. ಪ್ಲಾಸ್ಟಿಕ್ ಬಳಕೆ ನಿಷೇಧಿಸಬೇಕು. ಹೋಂಸ್ಟೇಗಳ ನೋಂದಣಿ ಕಡ್ಡಾಯಗೊಳಿಸಬೇಕು. ಪ್ರವಾಸಿ ಮಿತ್ರರನ್ನು ನೇಮಿಸಿ ಪ್ರವಾಸಿಗರಿಗೆ ಮಾಹಿತಿ ಒದಗಿಸುವ ವ್ಯವಸ್ಥೆ ಮಾಡಬೇಕು ಎಂದು ಸೂಚನೆ ನೀಡಿದರು.	[494, 745, 676, 956]
weather-icon	[672, 8, 732, 64]
officials-meeting-photo	[1030, 92, 1300, 288]
farmer-body-right: ನಿಯಮವನ್ನು ವಿರೋಧಿಸಲಾಗಿದೆ. ಪರಿಹಾರ ಕೊಡುವಲ್ಲಿ ವಿಳಂಬ ಮಾಡಲಾಗುತ್ತಿದೆ. ಜಾನುವಾರು ಕಳೆದುಕೊಂಡ ರೈತರಿಗೆ ತಕ್ಷಣ ಪರಿಹಾರ ನೀಡಬೇಕು. ಚಿರತೆ ಹಾವಳಿ ತಡೆಗೆ ಶಾಶ್ವತ ಪರಿಹಾರ ಕಂಡುಕೊಳ್ಳಬೇಕು ಎಂದು ಆಗ್ರಹಿಸಿದರು. ಪ್ರತಿಭಟನೆಯಲ್ಲಿ ಪ್ರಾಂತ ರೈತ ಸಂಘದ ಜಿಲ್ಲಾ ಉಪಾಧ್ಯಕ್ಷ ಗುರುಸ್ವಾಮಿ, ಕಾರ್ಯದರ್ಶಿ ಎನ್.ಲಿಂಗರಾಜು ಮೂರ್ತಿ, ಮುಖಂಡರಾದ ಮಂಜುನಾಥ್, ಚಿಕ್ಕಸ್ವಾಮಿ, ಎನ್.ಮಹದೇವಪ್ಪ, ಕೆ.ಸಿ.ಮಾರ್ಗ, ಜಿ.ಜೆ.ಸತೀಶ್, ನಾಗರಾಜ್, ಪುಟ್ಟ ಮಾದಯ್ಯ, ಪುಟ್ಟಸ್ವಾಮಿ, ಶಿವರಾಜು, ಮಹದೇವಸ್ವಾಮಿ ಸೇರಿದಂತೆ ಇತರರು ಇದ್ದರು.	[1104, 483, 1302, 623]
brief-title: ಕ್ಯಾಲೆಂಡರ್ ಬಿಡುಗಡೆ	[86, 164, 216, 186]
funeral-body-mid: ಅಧಿಕಾರ ದುರುಪಯೋಗಪಡಿಸಿಕೊಂಡು ಬೇರೆಯವರಿಗೆ ಅಕ್ರಮವಾಗಿ ಖಾತೆ ಮಾಡಿಕೊಟ್ಟಿದ್ದಾರೆ. ವಾಸದ ಸ್ಥಳವನ್ನು ಮೃತರ ಕುಟುಂಬಕ್ಕೆ ಖಾತೆ ಮಾಡಿಕೊಡಬೇಕು ಎಂದು ಒತ್ತಾಯಿಸಿದರು. ಗ್ರಾಮದ ಮುಖಂಡರು ಮಾತನಾಡಿ, ಸ್ಥಳಕ್ಕೆ ಹಿರಿಯ ಅಧಿಕಾರಿಗಳು ಬರುವವರೆಗೂ ಶವ ತೆಗೆಯುವುದಿಲ್ಲ ಎಂದು ಪಟ್ಟುಹಿಡಿದರು.	[242, 1863, 428, 1947]
brand-banner	[1000, 6, 1310, 76]
hand-point-icon	[52, 98, 88, 140]
issue-date: 10 ಡಿಸೆಂಬರ್ 2025	[79, 30, 179, 45]
swachh-body-left: ಕೃಷ್ಣರಾಜಪೇಟೆ: ಕೃಷ್ಣರಾಜಪೇಟೆ: ಸ್ವಚ್ಛತೆ ಎಂಬುದು ಪ್ರತಿಯೊಬ್ಬರ ಜೀವನದ ಒಂದು ಭಾಗವಾಗಬೇಕು. ನಮ್ಮ ಸುತ್ತಮುತ್ತಲಿನ ಪರಿಸರವನ್ನು ಸ್ವಚ್ಛವಾಗಿಟ್ಟುಕೊಳ್ಳುವುದು ನಮ್ಮೆಲ್ಲರ ಜವಾಬ್ದಾರಿ ಎಂದು ಪುರಸಭೆ ಮುಖ್ಯಾಧಿಕಾರಿ ಅಶೋಕ್ ಹೇಳಿದರು. ಪಟ್ಟಣದ ಸರ್ಕಾರಿ ಪ್ರೌಢಶಾಲೆಯಲ್ಲಿ ಆಯೋಜಿಸಿದ್ದ ಸ್ವಚ್ಛತಾ ಜಾಗೃತಿ ಕಾರ್ಯಕ್ರಮದಲ್ಲಿ ಮಾತನಾಡಿದ ಅವರು, ಮಕ್ಕಳು ಚಿಕ್ಕಂದಿನಿಂದಲೇ ಸ್ವಚ್ಛತೆಯ ಅಭ್ಯಾಸ ರೂಢಿಸಿಕೊಳ್ಳಬೇಕು. ಕಸವನ್ನು ಎಲ್ಲೆಂದರಲ್ಲಿ ಎಸೆಯದೆ ಕಸದ ಬುಟ್ಟಿಯಲ್ಲಿ ಹಾಕಬೇಕು. ಹಸಿ ಕಸ ಮತ್ತು ಒಣ ಕಸವನ್ನು ಬೇರ್ಪಡಿಸಿ ನೀಡಬೇಕು ಎಂದು ತಿಳಿಸಿದರು. ಸ್ವಚ್ಛತೆಯಿಂದ ರೋಗಗಳನ್ನು ತಡೆಗಟ್ಟಬಹುದು ಎಂದರು.	[692, 1335, 892, 1490]
